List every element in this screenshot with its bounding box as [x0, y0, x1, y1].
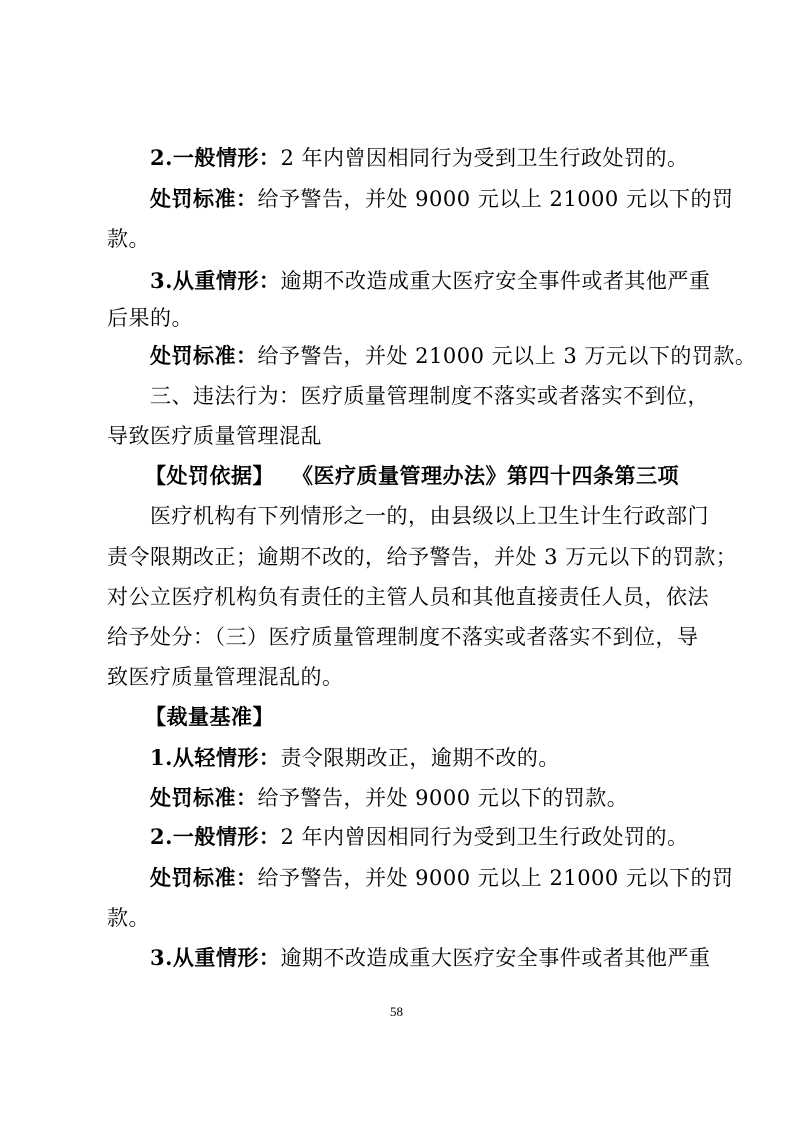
text-severe-case: 逾期不改造成重大医疗安全事件或者其他严重 [280, 269, 711, 293]
paragraph-general-case-1 [150, 143, 692, 173]
page-number: 58 [390, 1004, 403, 1019]
text-regulation: 医疗机构有下列情形之一的，由县级以上卫生计生行政部门 [150, 504, 709, 528]
text-severe-case: 逾期不改造成重大医疗安全事件或者其他严重 [280, 946, 711, 970]
paragraph-penalty-standard-1 [150, 184, 734, 214]
paragraph-penalty-standard-4 [150, 863, 734, 893]
paragraph-penalty-standard-3 [150, 783, 692, 813]
label-general-case: 2.一般情形： [150, 145, 281, 170]
text-continuation: 款。 [107, 227, 150, 251]
label-severe-case: 3.从重情形： [150, 945, 281, 970]
paragraph-regulation-3 [107, 582, 709, 612]
text-general-case: 2 年内曾因相同行为受到卫生行政处罚的。 [280, 825, 689, 849]
paragraph-violation-heading [150, 381, 709, 411]
text-penalty-standard: 给予警告，并处 9000 元以下的罚款。 [257, 786, 629, 810]
paragraph-light-case [150, 743, 692, 773]
paragraph-general-case-2 [150, 822, 692, 852]
paragraph-penalty-standard-2 [150, 341, 757, 371]
paragraph-violation-continuation [107, 421, 692, 451]
paragraph-regulation-4 [107, 622, 699, 652]
label-penalty-standard: 处罚标准： [150, 343, 258, 368]
text-violation: 三、违法行为：医疗质量管理制度不落实或者落实不到位， [150, 384, 709, 408]
text-penalty-standard: 给予警告，并处 21000 元以上 3 万元以下的罚款。 [257, 344, 757, 368]
text-penalty-standard: 给予警告，并处 9000 元以上 21000 元以下的罚 [257, 187, 734, 211]
paragraph-regulation-1 [150, 501, 709, 531]
text-regulation: 给予处分：（三）医疗质量管理制度不落实或者落实不到位，导 [107, 625, 699, 649]
label-light-case: 1.从轻情形： [150, 745, 281, 770]
text-general-case: 2 年内曾因相同行为受到卫生行政处罚的。 [280, 146, 689, 170]
text-continuation: 后果的。 [107, 306, 193, 330]
paragraph-penalty-basis [145, 461, 692, 491]
text-regulation: 对公立医疗机构负有责任的主管人员和其他直接责任人员，依法 [107, 585, 709, 609]
paragraph-severe-case-1 [150, 266, 711, 296]
text-violation-continuation: 导致医疗质量管理混乱 [107, 424, 322, 448]
text-regulation: 致医疗质量管理混乱的。 [107, 665, 344, 689]
label-severe-case: 3.从重情形： [150, 268, 281, 293]
text-penalty-standard: 给予警告，并处 9000 元以上 21000 元以下的罚 [257, 866, 734, 890]
label-discretion-standard: 【裁量基准】 [145, 704, 274, 729]
label-penalty-basis: 【处罚依据】 [145, 463, 274, 488]
text-light-case: 责令限期改正，逾期不改的。 [280, 746, 560, 770]
paragraph-regulation-2 [107, 542, 738, 572]
label-penalty-standard: 处罚标准： [150, 785, 258, 810]
paragraph-continuation-3 [107, 903, 692, 933]
paragraph-continuation-1 [107, 224, 692, 254]
paragraph-severe-case-2 [150, 943, 711, 973]
paragraph-discretion-heading [145, 702, 692, 732]
label-penalty-standard: 处罚标准： [150, 186, 258, 211]
label-penalty-standard: 处罚标准： [150, 865, 258, 890]
text-regulation: 责令限期改正；逾期不改的，给予警告，并处 3 万元以下的罚款； [107, 545, 738, 569]
paragraph-regulation-5 [107, 662, 692, 692]
text-continuation: 款。 [107, 906, 150, 930]
paragraph-continuation-2 [107, 303, 692, 333]
label-general-case: 2.一般情形： [150, 824, 281, 849]
text-penalty-basis: 《医疗质量管理办法》第四十四条第三项 [292, 463, 679, 488]
